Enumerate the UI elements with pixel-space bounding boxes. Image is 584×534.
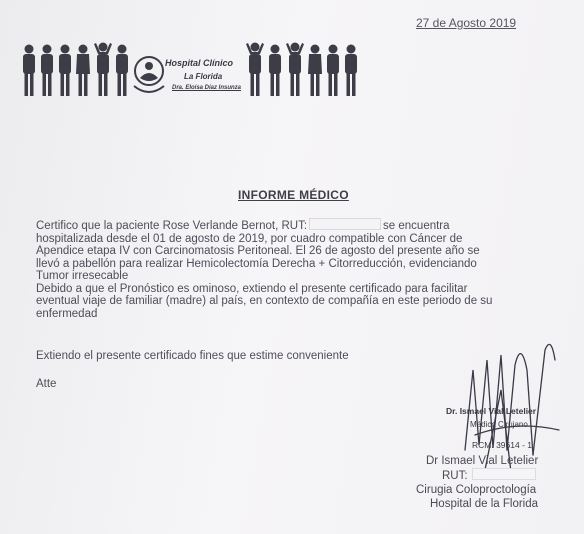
signer-rut: RUT: [414,468,574,483]
people-figures-left-graphic [20,42,132,100]
hospital-logo [132,50,250,98]
stamp-name: Dr. Ismael Vial Letelier [446,406,537,416]
certificate-body [36,218,556,320]
signer-name: Dr Ismael Vial Letelier [426,455,539,467]
body-line: Debido a que el Pronóstico es ominoso, extiendo el presente certificado para facilitar [36,282,468,295]
logo-name-line3: Dra. Eloísa Díaz Insunza [172,85,242,91]
hospital-emblem-icon [132,54,166,94]
body-line: eventual viaje de familiar (madre) al país, en contexto de compañía en este periodo de su [36,295,493,307]
body-line: Certifico que la paciente Rose Verlande Bernot, RUT: se encuentra [36,220,450,232]
body-line: llevó a pabellón para realizar Hemicolectomía Derecha + Citorreducción, evidenciando [36,257,477,270]
logo-name-line2: La Florida [184,72,223,81]
signer-specialty: Cirugia Coloproctología [416,484,537,496]
body-line: hospitalizada desde el 01 de agosto de 2019, por cuadro compatible con Cáncer de [36,232,463,245]
document-title: INFORME MÉDICO [238,188,349,202]
signer-institution: Hospital de la Florida [430,498,539,510]
logo-name-line1: Hospital Clínico [165,58,234,68]
body-line: Tumor irresecable [36,270,129,282]
closing-statement: Extiendo el presente certificado fines que estime conveniente [36,350,349,362]
letter-date: 27 de Agosto 2019 [416,16,517,30]
people-figures-right-graphic [246,42,364,100]
signature-block [414,454,574,511]
salutation: Atte [36,378,57,390]
stamp-title: Médico Cirujano [470,420,528,429]
redacted-rut [309,218,381,230]
body-line: enfermedad [36,307,98,320]
stamp-registration: RCM: 39614 - 1 [472,440,532,450]
body-line: Apendice etapa IV con Carcinomatosis Peritoneal. El 26 de agosto del presente año se [36,245,480,257]
redacted-rut [472,468,536,480]
